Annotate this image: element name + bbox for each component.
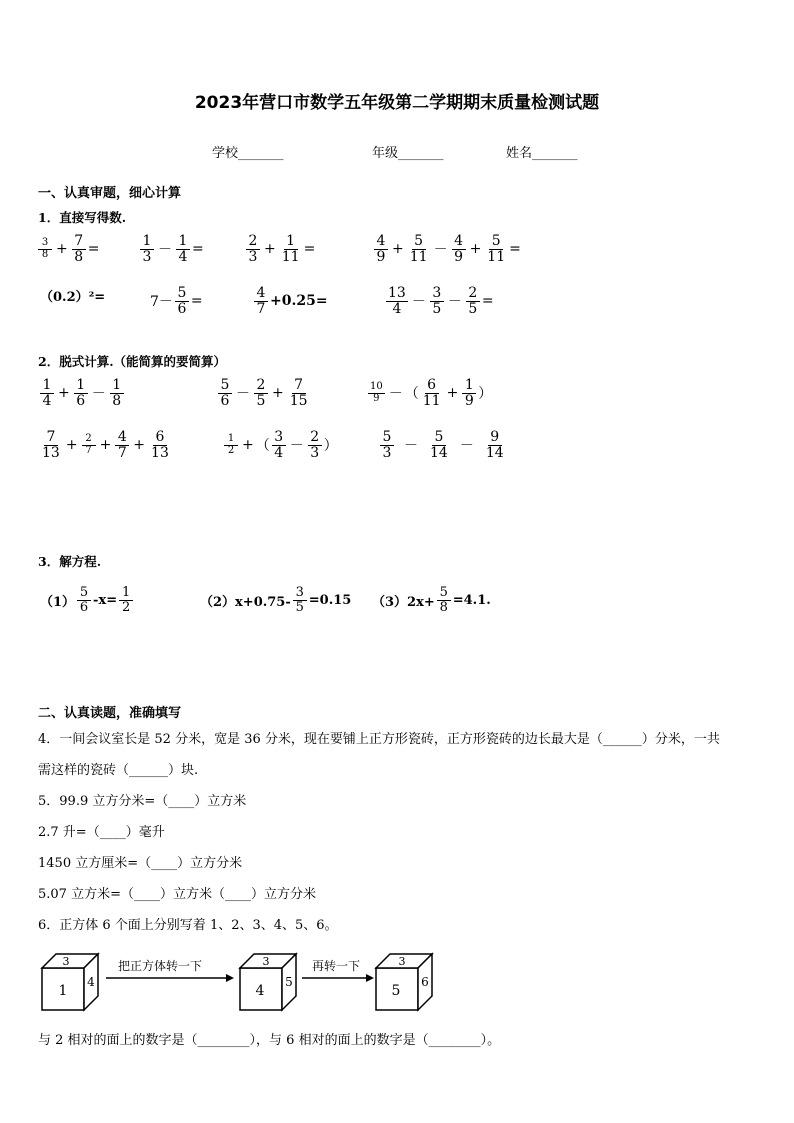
cube1-top: 3: [62, 955, 70, 968]
arrow-1: [106, 958, 234, 982]
calc-r1-c: $\frac{2}{3}$ + $\frac{1}{11}$ =: [244, 234, 315, 264]
calc-c1-b: $\frac{5}{6}$ － $\frac{2}{5}$ + $\frac{7}{15}$: [216, 378, 312, 408]
equation-3: （3）2x+ $\frac{5}{8}$ =4.1.: [372, 585, 491, 615]
calc-r2-b: 7－ $\frac{5}{6}$ =: [150, 285, 203, 317]
calc-r1-a: $\frac{3}{8}$ + $\frac{7}{8}$ =: [36, 234, 99, 264]
cube2-side: 5: [285, 975, 293, 989]
section1-heading: 一、认真审题，细心计算: [38, 186, 182, 201]
arrow1-label: 把正方体转一下: [117, 959, 203, 973]
page-title: 2023年营口市数学五年级第二学期期末质量检测试题: [194, 93, 600, 113]
calc-c2-c: $\frac{5}{3}$ － $\frac{5}{14}$ － $\frac{9}{14}$: [378, 430, 508, 460]
calc-r2-a: （0.2）²=: [40, 290, 106, 305]
calc-r2-c: $\frac{4}{7}$ +0.25=: [252, 286, 328, 316]
q5-line1: 5．99.9 立方分米=（____）立方米: [38, 794, 247, 809]
cube-2: [240, 954, 296, 1010]
cube1-side: 4: [87, 975, 95, 989]
q2-label: 2．脱式计算.（能简算的要简算）: [38, 354, 227, 369]
q6-answer: 与 2 相对的面上的数字是（________），与 6 相对的面上的数字是（________）。: [38, 1033, 501, 1048]
q3-label: 3．解方程.: [38, 554, 102, 569]
q5-line3: 1450 立方厘米=（____）立方分米: [38, 856, 243, 871]
cube2-front: 4: [255, 983, 265, 999]
q1-label: 1．直接写得数.: [38, 210, 127, 225]
calc-r2-d: $\frac{13}{4}$ － $\frac{3}{5}$ － $\frac{2}{5}$ =: [388, 285, 494, 317]
cube2-top: 3: [262, 955, 270, 968]
q5-line2: 2.7 升=（____）毫升: [38, 825, 165, 840]
equation-2: （2）x+0.75- $\frac{3}{5}$ =0.15: [200, 585, 352, 615]
calc-c2-a: $\frac{7}{13}$ + $\frac{2}{7}$ + $\frac{4}{7}$ + $\frac{6}{13}$: [42, 429, 169, 461]
calc-c1-c: $\frac{10}{9}$ － （ $\frac{6}{11}$ + $\frac{1}{9}$ ）: [370, 377, 493, 409]
arrow-2: [302, 958, 374, 982]
school-field[interactable]: 学校_______: [212, 146, 284, 161]
q6-line1: 6．正方体 6 个面上分别写着 1、2、3、4、5、6。: [38, 918, 338, 933]
calc-r1-d: $\frac{4}{9}$ + $\frac{5}{11}$ － $\frac{4}{9}$ + $\frac{5}{11}$ =: [372, 234, 521, 264]
equation-1: （1） $\frac{5}{6}$ -x= $\frac{1}{2}$: [40, 586, 135, 614]
cube-1: [42, 954, 98, 1010]
cube3-top: 3: [398, 955, 406, 968]
calc-r1-b: $\frac{1}{3}$ － $\frac{1}{4}$ =: [138, 234, 204, 264]
cube-3: [376, 954, 432, 1010]
cube1-front: 1: [58, 983, 68, 999]
cube-rotation-diagram: [38, 946, 458, 1016]
grade-field[interactable]: 年级_______: [372, 146, 444, 161]
section2-heading: 二、认真读题，准确填写: [38, 706, 182, 721]
q5-line4: 5.07 立方米=（____）立方米（____）立方分米: [38, 887, 316, 902]
cube3-side: 6: [421, 975, 429, 989]
q4-line1: 4．一间会议室长是 52 分米，宽是 36 分米，现在要铺上正方形瓷砖，正方形瓷砖的边长最大是（______）分米，一共: [38, 732, 720, 747]
cube3-front: 5: [391, 983, 401, 999]
q4-line2: 需这样的瓷砖（______）块.: [38, 763, 199, 778]
name-field[interactable]: 姓名_______: [506, 146, 578, 161]
calc-c2-b: $\frac{1}{2}$ + （ $\frac{3}{4}$ － $\frac{2}{3}$ ）: [222, 430, 338, 460]
arrow2-label: 再转一下: [311, 959, 361, 973]
calc-c1-a: $\frac{1}{4}$ + $\frac{1}{6}$ － $\frac{1}{8}$: [38, 378, 126, 408]
